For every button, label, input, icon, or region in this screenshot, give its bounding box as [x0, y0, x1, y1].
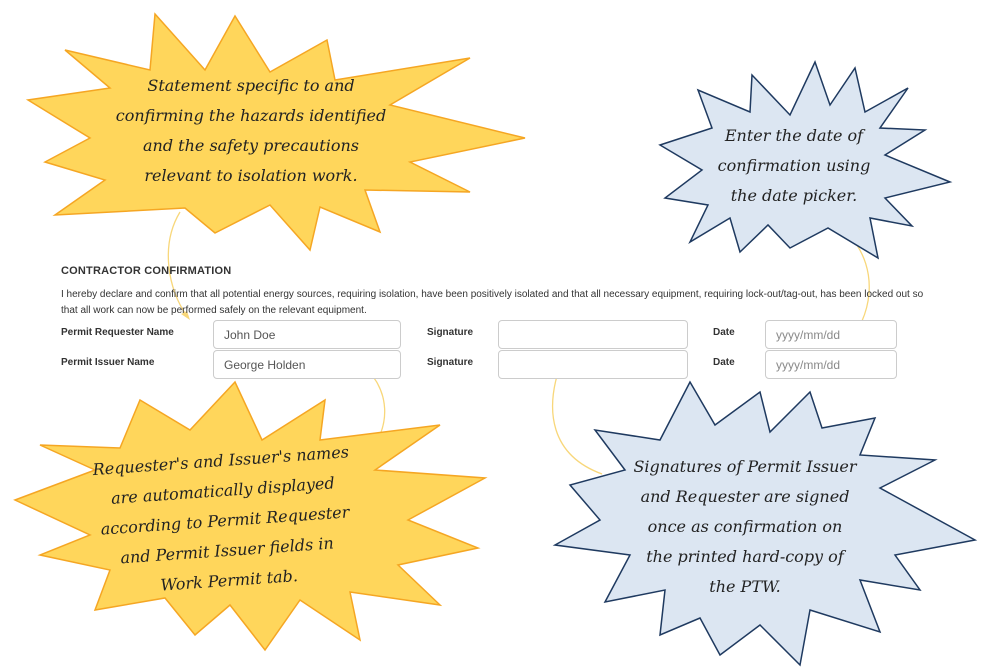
requester-date-picker[interactable] — [765, 320, 897, 349]
permit-requester-name-input[interactable] — [213, 320, 401, 349]
permit-issuer-name-input[interactable] — [213, 350, 401, 379]
callout-line: the date picker. — [730, 186, 858, 205]
callout-line: and Requester are signed — [640, 487, 850, 506]
callout-line: Signatures of Permit Issuer — [633, 457, 857, 476]
issuer-signature-label: Signature — [427, 357, 474, 368]
callout-date-text — [704, 121, 884, 211]
declaration-text: I hereby declare and confirm that all potential energy sources, requiring isolation, have been positively isolated and that all necessary equipment, requiring lock-out/tag-out, has been locked out so that all work can now be performed safely on the relevant equipment. — [61, 289, 924, 316]
issuer-signature-input[interactable] — [498, 350, 688, 379]
callout-line: and the safety precautions — [142, 136, 359, 155]
issuer-date-picker[interactable] — [765, 350, 897, 379]
section-title: CONTRACTOR CONFIRMATION — [61, 265, 232, 277]
callout-line: Requester's and Issuer's names — [92, 442, 350, 480]
callout-line: are automatically displayed — [110, 473, 336, 508]
callout-line: Enter the date of — [724, 126, 864, 145]
permit-issuer-name-label: Permit Issuer Name — [61, 357, 155, 368]
callout-statement-text — [111, 71, 391, 191]
callout-line: the PTW. — [709, 577, 781, 596]
callout-line: and Permit Issuer fields in — [119, 533, 335, 568]
requester-signature-label: Signature — [427, 327, 474, 338]
callout-names-text — [85, 437, 365, 605]
callout-line: relevant to isolation work. — [144, 166, 358, 185]
callout-line: the printed hard-copy of — [646, 547, 844, 566]
callout-line: once as confirmation on — [647, 517, 843, 536]
issuer-date-label: Date — [713, 357, 735, 368]
callout-line: Work Permit tab. — [159, 566, 299, 595]
callout-line: confirmation using — [717, 156, 871, 175]
callout-line: Statement specific to and — [147, 76, 355, 95]
requester-date-label: Date — [713, 327, 735, 338]
requester-signature-input[interactable] — [498, 320, 688, 349]
connector-signatures — [553, 366, 602, 474]
callout-line: according to Permit Requester — [100, 502, 350, 539]
callout-line: confirming the hazards identified — [115, 106, 387, 125]
callout-signatures-text — [610, 452, 880, 602]
permit-requester-name-label: Permit Requester Name — [61, 327, 174, 338]
